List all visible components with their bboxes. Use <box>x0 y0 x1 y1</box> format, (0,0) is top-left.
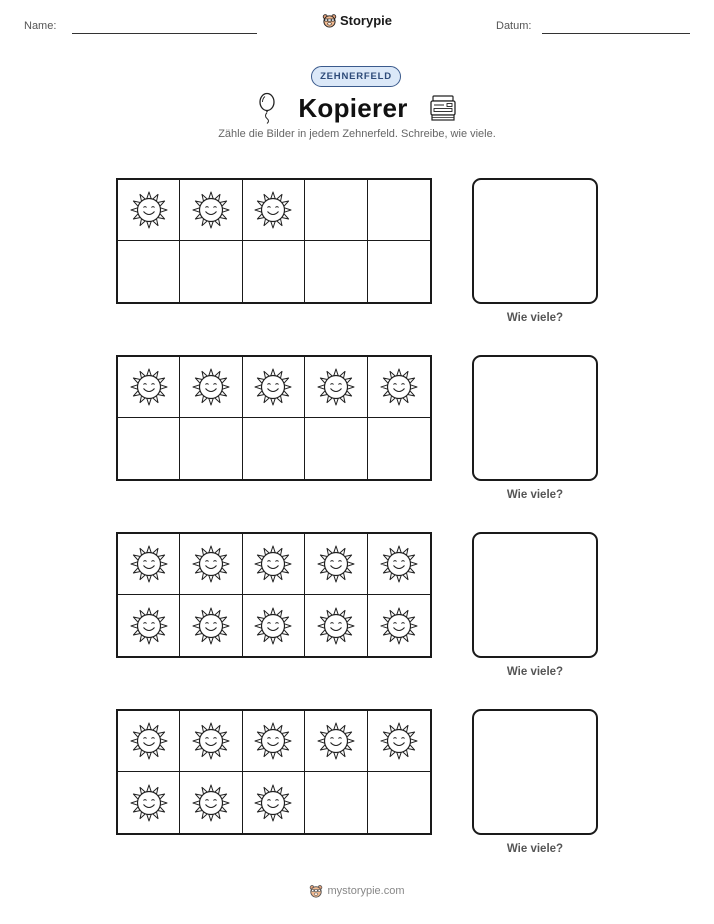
sun-icon <box>191 544 231 584</box>
sun-icon <box>129 721 169 761</box>
date-line[interactable] <box>542 33 690 34</box>
ten-frame-cell <box>305 418 367 479</box>
name-label: Name: <box>24 20 57 32</box>
ten-frame-cell <box>118 418 180 479</box>
sun-icon <box>379 721 419 761</box>
footer <box>0 884 714 898</box>
ten-frame-1 <box>116 178 432 304</box>
answer-box-1[interactable] <box>472 178 598 304</box>
brand-name: Storypie <box>339 13 392 28</box>
ten-frame-cell <box>368 534 430 595</box>
sun-icon <box>253 783 293 823</box>
title-row <box>0 90 714 126</box>
sun-icon <box>379 606 419 646</box>
ten-frame-cell <box>305 534 367 595</box>
ten-frame-cell <box>118 595 180 656</box>
sun-icon <box>129 190 169 230</box>
answer-label-1: Wie viele? <box>506 312 564 324</box>
brand-logo <box>0 13 714 28</box>
ten-frame-cell <box>180 595 242 656</box>
ten-frame-cell <box>118 241 180 302</box>
ten-frame-3 <box>116 532 432 658</box>
sun-icon <box>253 606 293 646</box>
answer-label-2: Wie viele? <box>506 489 564 501</box>
ten-frame-cell <box>180 241 242 302</box>
ten-frame-cell <box>305 711 367 772</box>
date-label: Datum: <box>496 20 532 32</box>
ten-frame-cell <box>180 357 242 418</box>
ten-frame-cell <box>180 711 242 772</box>
ten-frame-cell <box>305 357 367 418</box>
ten-frame-cell <box>118 357 180 418</box>
ten-frame-cell <box>243 595 305 656</box>
ten-frame-cell <box>368 357 430 418</box>
sun-icon <box>191 721 231 761</box>
sun-icon <box>191 190 231 230</box>
answer-label-3: Wie viele? <box>506 666 564 678</box>
ten-frame-cell <box>368 772 430 833</box>
instructions: Zähle die Bilder in jedem Zehnerfeld. Schreibe, wie viele. <box>218 128 496 140</box>
ten-frame-cell <box>118 772 180 833</box>
sun-icon <box>253 544 293 584</box>
ten-frame-cell <box>368 418 430 479</box>
ten-frame-cell <box>180 772 242 833</box>
sun-icon <box>191 606 231 646</box>
sun-icon <box>379 544 419 584</box>
sun-icon <box>129 606 169 646</box>
worksheet-title: Kopierer <box>298 92 408 123</box>
ten-frame-cell <box>180 534 242 595</box>
ten-frame-cell <box>368 180 430 241</box>
ten-frame-cell <box>118 180 180 241</box>
ten-frame-cell <box>305 180 367 241</box>
ten-frame-cell <box>243 534 305 595</box>
bear-logo-icon <box>322 13 337 28</box>
sun-icon <box>191 367 231 407</box>
sun-icon <box>253 367 293 407</box>
ten-frame-cell <box>368 595 430 656</box>
bear-logo-icon <box>309 884 323 898</box>
answer-box-4[interactable] <box>472 709 598 835</box>
sun-icon <box>253 190 293 230</box>
ten-frame-cell <box>180 418 242 479</box>
ten-frame-cell <box>305 772 367 833</box>
ten-frame-cell <box>243 357 305 418</box>
ten-frame-2 <box>116 355 432 481</box>
ten-frame-cell <box>118 711 180 772</box>
answer-box-2[interactable] <box>472 355 598 481</box>
ten-frame-cell <box>243 180 305 241</box>
ten-frame-cell <box>243 711 305 772</box>
sun-icon <box>379 367 419 407</box>
ten-frame-cell <box>368 711 430 772</box>
ten-frame-cell <box>243 418 305 479</box>
ten-frame-4 <box>116 709 432 835</box>
copier-icon <box>428 93 458 123</box>
sun-icon <box>253 721 293 761</box>
ten-frame-cell <box>305 241 367 302</box>
answer-label-4: Wie viele? <box>506 843 564 855</box>
ten-frame-cell <box>243 772 305 833</box>
sun-icon <box>316 606 356 646</box>
sun-icon <box>129 783 169 823</box>
sun-icon <box>129 367 169 407</box>
footer-site: mystorypie.com <box>327 885 405 897</box>
sun-icon <box>129 544 169 584</box>
ten-frame-cell <box>118 534 180 595</box>
category-badge: ZEHNERFELD <box>311 66 401 87</box>
balloon-icon <box>256 92 278 124</box>
ten-frame-cell <box>305 595 367 656</box>
sun-icon <box>316 721 356 761</box>
ten-frame-cell <box>180 180 242 241</box>
ten-frame-cell <box>243 241 305 302</box>
answer-box-3[interactable] <box>472 532 598 658</box>
sun-icon <box>316 544 356 584</box>
name-line[interactable] <box>72 33 257 34</box>
ten-frame-cell <box>368 241 430 302</box>
sun-icon <box>316 367 356 407</box>
sun-icon <box>191 783 231 823</box>
